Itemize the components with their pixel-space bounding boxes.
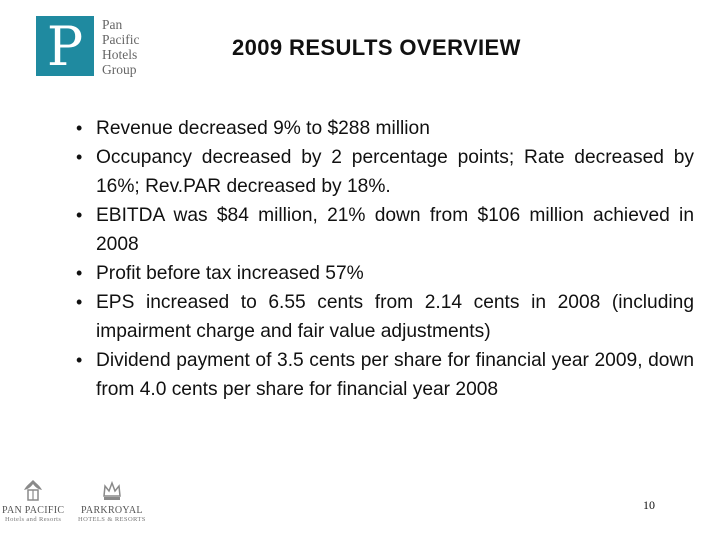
logo-mark xyxy=(36,16,94,76)
bullet-item: • EPS increased to 6.55 cents from 2.14 cents in 2008 (including impairment charge and fair value adjustments) xyxy=(74,288,694,346)
page-number: 10 xyxy=(643,498,655,512)
bullet-item: • Dividend payment of 3.5 cents per share for financial year 2009, down from 4.0 cents per share for financial year 2008 xyxy=(74,346,694,404)
bullet-item: • Revenue decreased 9% to $288 million xyxy=(74,114,694,143)
logo-line: Pacific xyxy=(102,32,140,47)
logo-wordmark xyxy=(102,16,139,77)
logo-letter: P xyxy=(46,15,84,78)
brand-name: PARKROYAL xyxy=(80,505,143,516)
parkroyal-logo xyxy=(78,478,146,523)
company-logo xyxy=(36,16,156,82)
logo-line: Pan xyxy=(102,17,123,32)
brand-tagline: HOTELS & RESORTS xyxy=(78,516,146,523)
bullet-list xyxy=(74,114,694,404)
bullet-item: • Occupancy decreased by 2 percentage points; Rate decreased by 16%; Rev.PAR decreased by 18%. xyxy=(74,143,694,201)
pan-pacific-logo xyxy=(2,478,64,523)
pan-pacific-emblem-icon xyxy=(22,478,44,504)
parkroyal-crown-icon xyxy=(101,478,123,504)
logo-line: Group xyxy=(102,62,137,77)
bullet-item: • EBITDA was $84 million, 21% down from $106 million achieved in 2008 xyxy=(74,201,694,259)
slide-title: 2009 RESULTS OVERVIEW xyxy=(232,35,521,60)
bullet-item: • Profit before tax increased 57% xyxy=(74,259,694,288)
brand-name: PAN PACIFIC xyxy=(2,505,65,516)
brand-tagline: Hotels and Resorts xyxy=(5,516,62,523)
logo-line: Hotels xyxy=(102,47,138,62)
